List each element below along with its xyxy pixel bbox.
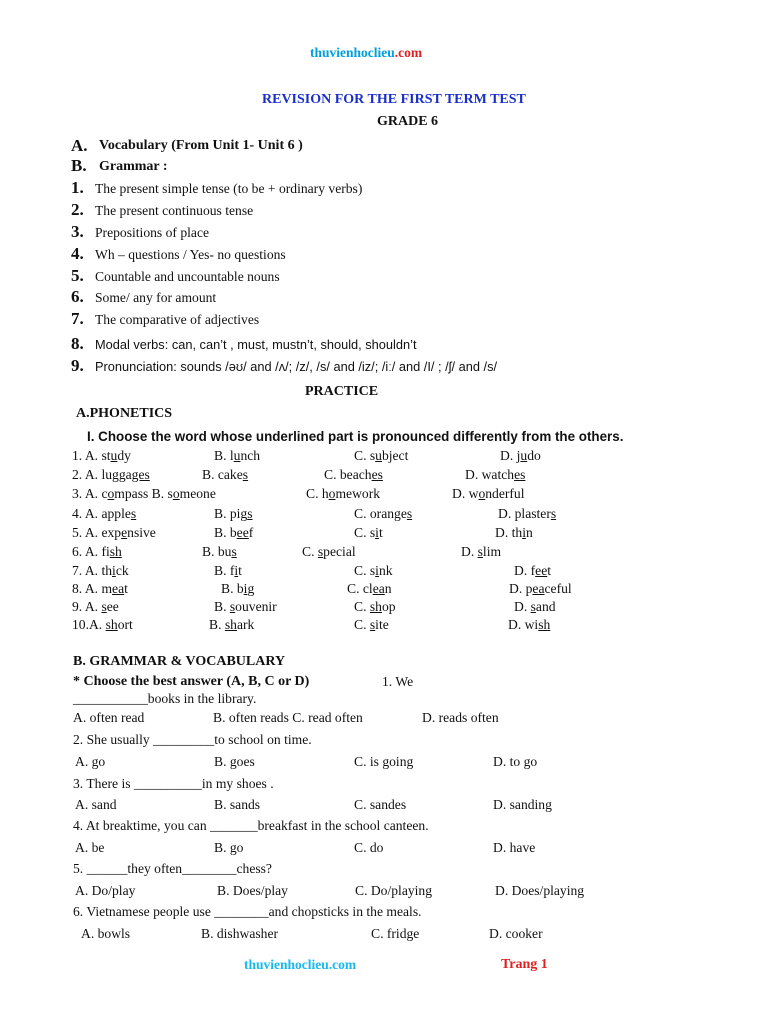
word-part: 8. A. m	[72, 581, 113, 596]
word-part: pecial	[323, 544, 356, 559]
topic-number: 8.	[71, 334, 84, 353]
underlined-part: sh	[538, 617, 551, 632]
word-part: C.	[302, 544, 318, 559]
word-part: D. p	[509, 581, 533, 596]
underlined-part: u	[110, 448, 118, 463]
answer-option[interactable]: D. to go	[493, 754, 538, 769]
phonetics-option-c[interactable]	[354, 506, 412, 522]
outline-b-letter: B.	[71, 156, 87, 175]
answer-option[interactable]: B. often reads C. read often	[213, 710, 363, 725]
underlined-part: sh	[224, 617, 237, 632]
phonetics-option-a[interactable]	[72, 448, 131, 464]
site-tld: .com	[394, 45, 423, 60]
underlined-part: ee	[535, 563, 548, 578]
footer-site-link[interactable]	[244, 957, 356, 973]
phonetics-option-d[interactable]	[461, 544, 501, 560]
answer-option[interactable]: B. Does/play	[217, 883, 288, 898]
phonetics-option-b[interactable]	[214, 525, 253, 541]
word-part: ort	[117, 617, 133, 632]
phonetics-option-d[interactable]	[514, 563, 551, 579]
word-part: C. cl	[347, 581, 373, 596]
word-part: D. j	[500, 448, 521, 463]
answer-option[interactable]: C. sandes	[354, 797, 407, 812]
answer-option[interactable]: C. Do/playing	[355, 883, 433, 898]
topic-text: Countable and uncountable nouns	[95, 269, 280, 284]
answer-option[interactable]: D. sanding	[493, 797, 552, 812]
phonetics-option-d[interactable]	[498, 506, 556, 522]
word-part: 4. A. apple	[72, 506, 131, 521]
phonetics-option-a[interactable]	[72, 525, 156, 541]
topic-text: Prepositions of place	[95, 225, 210, 240]
word-part: g	[247, 581, 255, 596]
underlined-part: i	[375, 563, 379, 578]
phonetics-option-b[interactable]	[209, 617, 254, 633]
underlined-part: s	[130, 506, 137, 521]
topic-text: Wh – questions / Yes- no questions	[95, 247, 286, 262]
underlined-part: i	[234, 563, 239, 578]
word-part: op	[381, 599, 396, 614]
topic-number: 6.	[71, 287, 84, 306]
answer-option[interactable]: A. go	[75, 754, 106, 769]
answer-option[interactable]: D. Does/playing	[495, 883, 585, 898]
word-part: B. cake	[202, 467, 243, 482]
word-part: ceful	[544, 581, 572, 596]
word-part: lim	[482, 544, 502, 559]
practice-heading: PRACTICE	[305, 384, 379, 399]
underlined-part: i	[243, 581, 248, 596]
underlined-part: o	[172, 486, 180, 501]
question-stem: 3. There is __________in my shoes .	[73, 776, 274, 791]
word-part: 3. A. c	[72, 486, 108, 501]
answer-option[interactable]: A. bowls	[81, 926, 131, 941]
underlined-part: o	[328, 486, 336, 501]
underlined-part: sh	[109, 544, 122, 559]
word-part: dy	[117, 448, 131, 463]
word-part: n	[525, 525, 533, 540]
underlined-part: s	[247, 506, 253, 521]
underlined-part: s	[406, 506, 413, 521]
topic-text: Pronunciation: sounds /əʊ/ and /ʌ/; /z/, /s/ and /iz/; /iː/ and /I/ ; /ʃ/ and /s/	[95, 359, 498, 374]
underlined-part: s	[317, 544, 324, 559]
word-part: t	[238, 563, 242, 578]
answer-option[interactable]: A. be	[75, 840, 105, 855]
word-part: meone	[179, 486, 216, 501]
phonetics-option-b[interactable]	[202, 467, 248, 483]
phonetics-option-a[interactable]	[72, 617, 133, 633]
phonetics-heading: A.PHONETICS	[76, 406, 173, 421]
grammar-heading: B. GRAMMAR & VOCABULARY	[73, 654, 286, 669]
word-part: B. f	[214, 563, 235, 578]
topic-number: 9.	[71, 356, 84, 375]
question-stem: 6. Vietnamese people use ________and chopsticks in the meals.	[73, 904, 422, 919]
word-part: 10.A.	[72, 617, 106, 632]
underlined-part: ea	[532, 581, 545, 596]
underlined-part: ea	[112, 581, 125, 596]
word-part: bject	[381, 448, 409, 463]
outline-a-text: Vocabulary (From Unit 1- Unit 6 )	[99, 138, 303, 153]
underlined-part: o	[107, 486, 115, 501]
phonetics-option-c[interactable]	[347, 581, 392, 597]
topic-text: Some/ any for amount	[95, 290, 217, 305]
header-site-link[interactable]	[310, 45, 422, 61]
word-part: t	[378, 525, 383, 540]
question-stem: 5. ______they often________chess?	[73, 861, 272, 876]
footer-site-name: thuvienhoclieu	[244, 957, 329, 972]
answer-option[interactable]: B. dishwasher	[201, 926, 279, 941]
footer-site-tld: .com	[328, 957, 357, 972]
topic-text: The present simple tense (to be + ordinary verbs)	[95, 181, 363, 196]
phonetics-option-c[interactable]	[306, 486, 380, 502]
phonetics-option-c[interactable]	[354, 617, 389, 633]
answer-option[interactable]: A. sand	[75, 797, 117, 812]
answer-option[interactable]: B. go	[214, 840, 244, 855]
underlined-part: es	[371, 467, 383, 482]
phonetics-instruction: I. Choose the word whose underlined part is pronounced differently from the others.	[87, 429, 624, 444]
answer-option[interactable]: D. reads often	[422, 710, 499, 725]
word-part: t	[124, 581, 128, 596]
underlined-part: s	[369, 617, 376, 632]
word-part: B. b	[214, 525, 237, 540]
question-1-line2: ___________books in the library.	[73, 691, 257, 706]
phonetics-option-a[interactable]	[72, 506, 136, 522]
word-part: ck	[115, 563, 129, 578]
word-part: ite	[375, 617, 389, 632]
word-part: 6. A. fi	[72, 544, 110, 559]
underlined-part: e	[121, 525, 128, 540]
topic-text: Modal verbs: can, can’t , must, mustn’t, should, shouldn’t	[95, 337, 417, 352]
word-part: B. bu	[202, 544, 232, 559]
underlined-part: s	[477, 544, 483, 559]
topic-text: The present continuous tense	[95, 203, 254, 218]
word-part: B. pig	[214, 506, 248, 521]
word-part: ee	[106, 599, 119, 614]
underlined-part: ea	[372, 581, 385, 596]
phonetics-option-a[interactable]	[72, 563, 129, 579]
word-part: mpass B. s	[114, 486, 173, 501]
page-number: Trang 1	[501, 957, 548, 972]
underlined-part: ges	[131, 467, 150, 482]
phonetics-option-a[interactable]	[72, 467, 150, 483]
phonetics-option-c[interactable]	[354, 525, 383, 541]
word-part: 9. A.	[72, 599, 102, 614]
word-part: and	[535, 599, 556, 614]
answer-option[interactable]: C. fridge	[371, 926, 420, 941]
topic-number: 5.	[71, 266, 84, 285]
phonetics-option-c[interactable]	[324, 467, 383, 483]
underlined-part: i	[112, 563, 116, 578]
word-part: ark	[236, 617, 255, 632]
underlined-part: s	[101, 599, 107, 614]
phonetics-option-c[interactable]	[354, 599, 396, 615]
word-part: mework	[335, 486, 381, 501]
word-part: C. s	[354, 525, 376, 540]
topic-number: 2.	[71, 200, 84, 219]
phonetics-option-d[interactable]	[500, 448, 541, 464]
word-part: t	[547, 563, 552, 578]
topic-number: 3.	[71, 222, 84, 241]
answer-option[interactable]: B. goes	[214, 754, 255, 769]
outline-b-text: Grammar :	[99, 159, 168, 174]
word-part: f	[248, 525, 254, 540]
outline-a-letter: A.	[71, 136, 88, 155]
underlined-part: s	[530, 599, 536, 614]
word-part: 7. A. th	[72, 563, 113, 578]
underlined-part: u	[520, 448, 528, 463]
phonetics-option-c[interactable]	[302, 544, 356, 560]
word-part: 5. A. exp	[72, 525, 122, 540]
underlined-part: i	[375, 525, 379, 540]
answer-option[interactable]: D. have	[493, 840, 536, 855]
word-part: D. w	[452, 486, 479, 501]
underlined-part: s	[550, 506, 557, 521]
word-part: B.	[214, 599, 230, 614]
phonetics-option-b[interactable]	[214, 448, 260, 464]
underlined-part: es	[514, 467, 526, 482]
topic-number: 1.	[71, 178, 84, 197]
word-part: D. plaster	[498, 506, 551, 521]
grammar-instruction: * Choose the best answer (A, B, C or D)	[73, 674, 310, 689]
word-part: nderful	[485, 486, 525, 501]
topic-number: 4.	[71, 244, 84, 263]
underlined-part: sh	[369, 599, 382, 614]
word-part: B.	[209, 617, 225, 632]
underlined-part: sh	[105, 617, 118, 632]
grade-label: GRADE 6	[377, 114, 439, 129]
answer-option[interactable]: D. cooker	[489, 926, 543, 941]
word-part: C. beach	[324, 467, 372, 482]
word-part: C. s	[354, 448, 376, 463]
phonetics-option-b[interactable]	[214, 506, 253, 522]
word-part: D. th	[495, 525, 523, 540]
phonetics-option-d[interactable]	[508, 617, 550, 633]
word-part: C. orange	[354, 506, 407, 521]
word-part: nsive	[127, 525, 156, 540]
phonetics-option-d[interactable]	[452, 486, 525, 502]
phonetics-option-c[interactable]	[354, 563, 393, 579]
word-part: B. l	[214, 448, 234, 463]
answer-option[interactable]: C. is going	[354, 754, 414, 769]
word-part: C.	[354, 617, 370, 632]
word-part: nch	[240, 448, 261, 463]
word-part: C. s	[354, 563, 376, 578]
topic-text: The comparative of adjectives	[95, 312, 260, 327]
word-part: ouvenir	[235, 599, 277, 614]
word-part: nk	[378, 563, 393, 578]
underlined-part: i	[522, 525, 526, 540]
underlined-part: s	[229, 599, 236, 614]
phonetics-option-a[interactable]	[72, 544, 122, 560]
word-part: C. h	[306, 486, 329, 501]
word-part: n	[384, 581, 392, 596]
page-title: REVISION FOR THE FIRST TERM TEST	[262, 92, 526, 107]
word-part: D.	[514, 599, 531, 614]
phonetics-option-b[interactable]	[214, 599, 277, 615]
question-stem: 4. At breaktime, you can _______breakfast in the school canteen.	[73, 818, 429, 833]
answer-option[interactable]: B. sands	[214, 797, 261, 812]
phonetics-option-d[interactable]	[514, 599, 556, 615]
word-part: do	[527, 448, 541, 463]
word-part: D.	[461, 544, 478, 559]
underlined-part: u	[233, 448, 241, 463]
word-part: 1. A. st	[72, 448, 111, 463]
phonetics-option-b[interactable]	[202, 544, 237, 560]
underlined-part: s	[242, 467, 249, 482]
underlined-part: u	[375, 448, 382, 463]
underlined-part: s	[231, 544, 237, 559]
word-part: 2. A. lugga	[72, 467, 132, 482]
phonetics-option-a[interactable]	[72, 599, 119, 615]
underlined-part: ee	[236, 525, 249, 540]
phonetics-option-b[interactable]	[214, 563, 242, 579]
word-part: D. wi	[508, 617, 539, 632]
word-part: C.	[354, 599, 370, 614]
answer-option[interactable]: A. often read	[73, 710, 145, 725]
phonetics-option-d[interactable]	[509, 581, 572, 597]
word-part: D. f	[514, 563, 536, 578]
phonetics-option-d[interactable]	[465, 467, 525, 483]
word-part: B. b	[221, 581, 244, 596]
phonetics-option-b[interactable]	[221, 581, 254, 597]
phonetics-option-c[interactable]	[354, 448, 408, 464]
answer-option[interactable]: A. Do/play	[75, 883, 136, 898]
question-1-start: 1. We	[382, 674, 414, 689]
question-stem: 2. She usually _________to school on time.	[73, 732, 312, 747]
topic-number: 7.	[71, 309, 84, 328]
answer-option[interactable]: C. do	[354, 840, 384, 855]
word-part: D. watch	[465, 467, 515, 482]
phonetics-option-a[interactable]	[72, 581, 128, 597]
phonetics-option-d[interactable]	[495, 525, 533, 541]
phonetics-option-a[interactable]	[72, 486, 216, 502]
site-name: thuvienhoclieu	[310, 45, 395, 60]
underlined-part: o	[478, 486, 486, 501]
